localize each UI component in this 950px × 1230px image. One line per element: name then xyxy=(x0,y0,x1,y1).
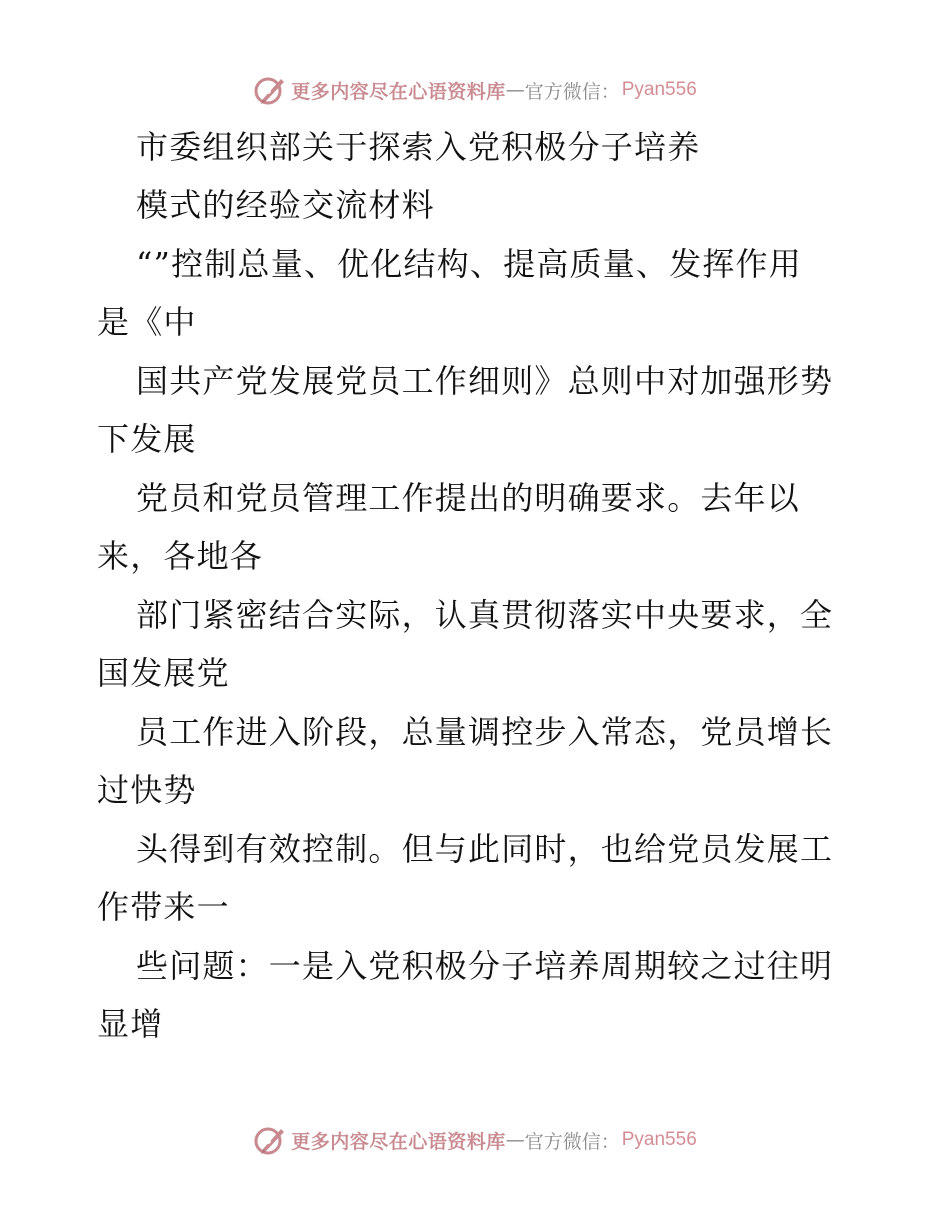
doc-line: 模式的经验交流材料 xyxy=(136,186,435,224)
watermark-text: 更多内容尽在心语资料库 xyxy=(291,1130,506,1153)
watermark-wechat-label: 官方微信： xyxy=(524,1130,620,1153)
doc-line: 显增 xyxy=(97,1005,164,1043)
doc-line: 党员和党员管理工作提出的明确要求。去年以 xyxy=(136,479,801,517)
doc-line: 些问题：一是入党积极分子培养周期较之过往明 xyxy=(136,947,834,985)
watermark-separator: — xyxy=(505,79,525,101)
doc-line: 部门紧密结合实际，认真贯彻落实中央要求，全 xyxy=(136,596,834,634)
doc-line: “”控制总量、优化结构、提高质量、发挥作用 xyxy=(136,245,802,283)
watermark-separator: — xyxy=(505,1129,525,1151)
watermark-wechat-id: Pyan556 xyxy=(621,1129,697,1150)
quill-pen-logo-icon xyxy=(253,73,287,107)
header-watermark xyxy=(0,70,950,110)
doc-line: 作带来一 xyxy=(97,888,230,926)
doc-line: 头得到有效控制。但与此同时，也给党员发展工 xyxy=(136,830,834,868)
doc-line: 市委组织部关于探索入党积极分子培养 xyxy=(136,128,701,166)
watermark-text: 更多内容尽在心语资料库 xyxy=(291,80,506,103)
doc-line: 是《中 xyxy=(97,303,197,341)
doc-line: 下发展 xyxy=(97,420,197,458)
doc-line: 员工作进入阶段，总量调控步入常态，党员增长 xyxy=(136,713,834,751)
doc-line: 国发展党 xyxy=(97,654,230,692)
quill-pen-logo-icon xyxy=(253,1123,287,1157)
watermark-wechat-id: Pyan556 xyxy=(621,79,697,100)
doc-line: 过快势 xyxy=(97,771,197,809)
watermark-wechat-label: 官方微信： xyxy=(524,80,620,103)
doc-line: 国共产党发展党员工作细则》总则中对加强形势 xyxy=(136,362,834,400)
footer-watermark xyxy=(0,1120,950,1160)
doc-line: 来，各地各 xyxy=(97,537,264,575)
